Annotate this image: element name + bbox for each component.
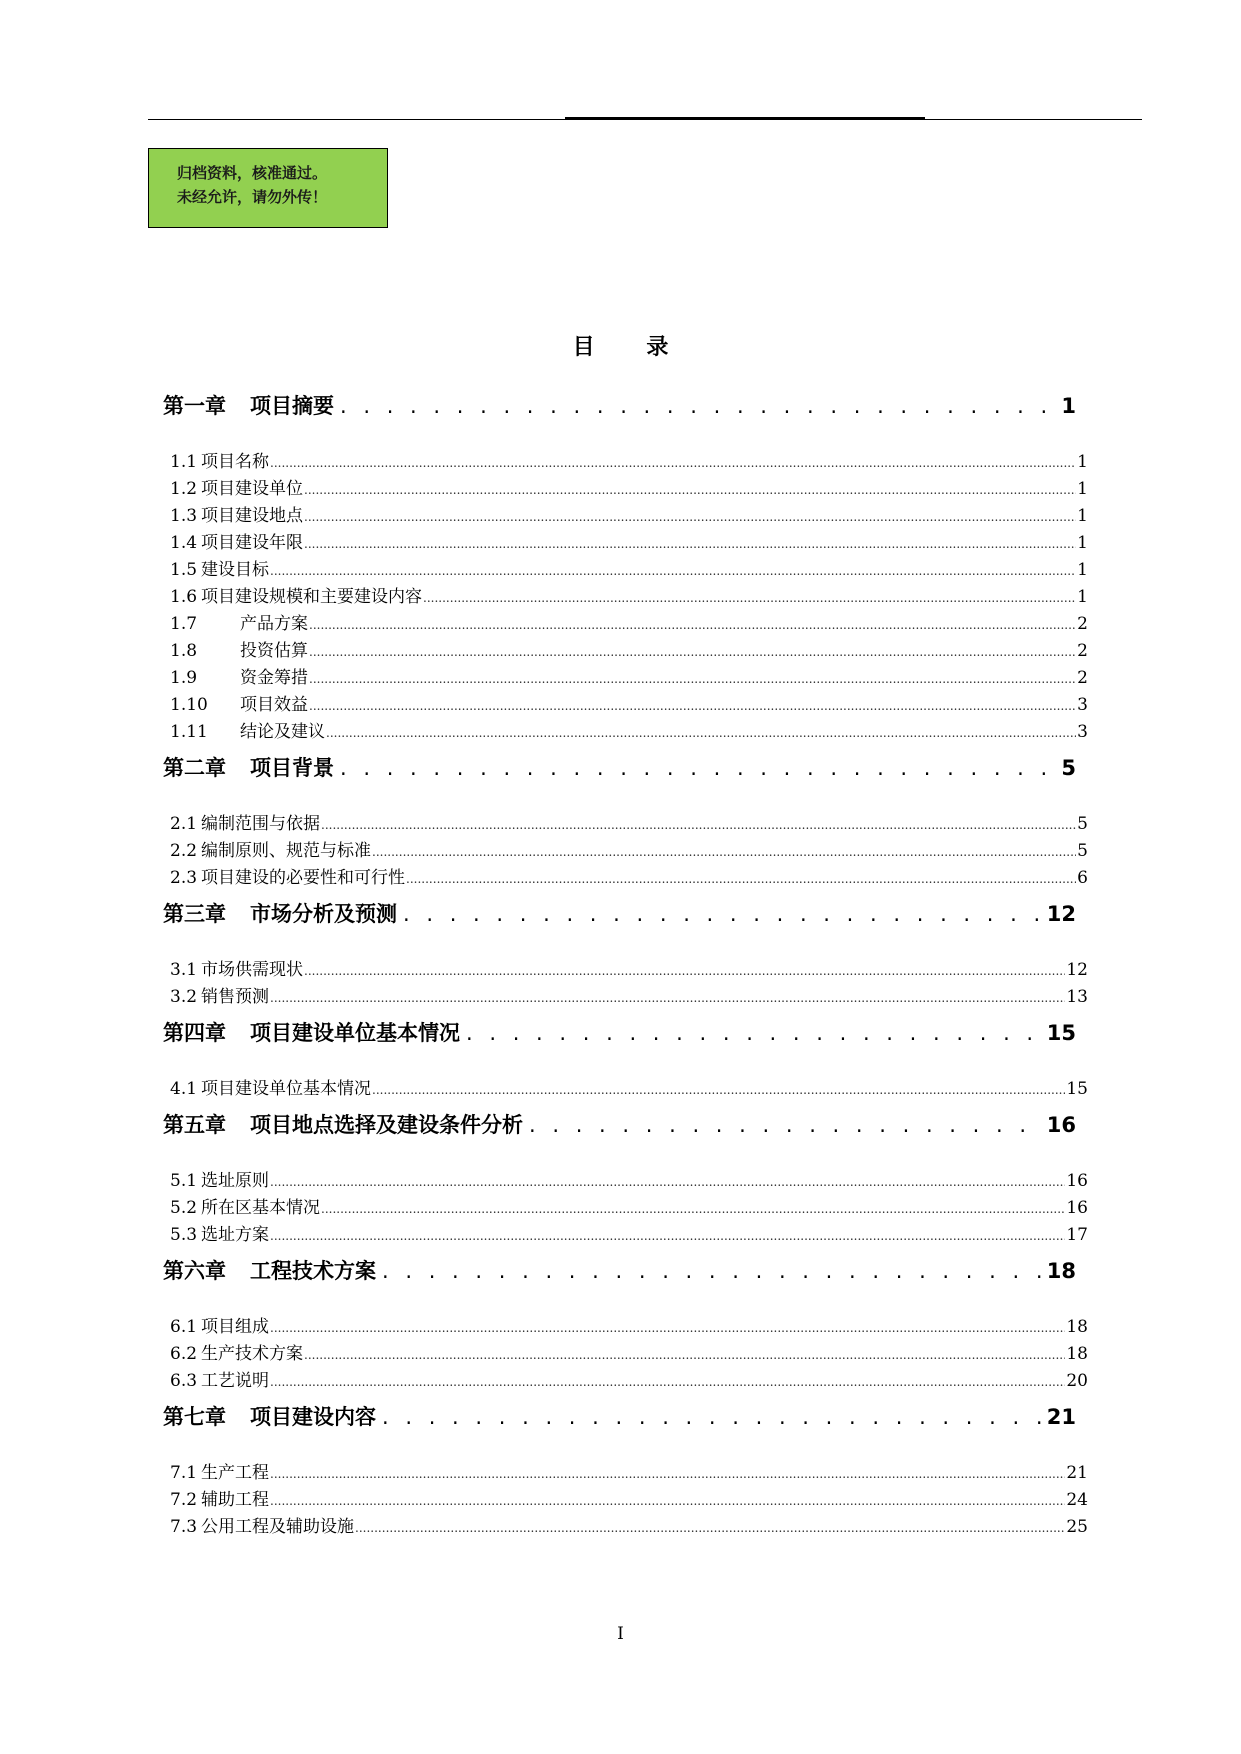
- section-title: 选址原则: [201, 1171, 270, 1191]
- section-title: 建设目标: [201, 560, 270, 580]
- toc-section-list: [163, 1074, 1088, 1101]
- notice-line-2: 未经允许，请勿外传！: [177, 188, 328, 206]
- toc-section-entry[interactable]: [163, 474, 1088, 501]
- toc-section-entry[interactable]: [163, 1512, 1088, 1539]
- table-of-contents: [163, 390, 1088, 1547]
- section-title: 项目效益: [240, 695, 308, 715]
- section-title: 辅助工程: [201, 1490, 270, 1510]
- toc-section-entry[interactable]: [163, 809, 1088, 836]
- toc-chapter-entry[interactable]: [163, 1017, 1076, 1057]
- dot-leader: [340, 394, 1055, 418]
- dot-leader: [309, 672, 1076, 686]
- chapter-number: 第二章: [163, 756, 226, 780]
- chapter-title: 项目建设内容: [250, 1405, 376, 1429]
- dot-leader: [270, 991, 1065, 1005]
- chapter-number: 第六章: [163, 1259, 226, 1283]
- header-rule-left: [148, 119, 568, 120]
- section-page: 2: [1077, 668, 1088, 688]
- dot-leader: [270, 456, 1076, 470]
- section-number: 5.1: [170, 1171, 198, 1191]
- section-number: 5.2: [170, 1198, 198, 1218]
- chapter-number: 第三章: [163, 902, 226, 926]
- section-title: 选址方案: [201, 1225, 270, 1245]
- section-page: 5: [1077, 814, 1088, 834]
- section-number: 6.3: [170, 1371, 198, 1391]
- section-number: 1.6: [170, 587, 198, 607]
- page-number: I: [617, 1624, 624, 1644]
- dot-leader: [309, 699, 1076, 713]
- dot-leader: [309, 618, 1076, 632]
- section-title: 资金筹措: [240, 668, 308, 688]
- section-page: 2: [1077, 614, 1088, 634]
- section-number: 2.1: [170, 814, 198, 834]
- dot-leader: [321, 1202, 1065, 1216]
- section-number: 1.10: [170, 695, 208, 715]
- section-page: 17: [1066, 1225, 1088, 1245]
- dot-leader: [304, 1348, 1065, 1362]
- chapter-title: 项目背景: [250, 756, 334, 780]
- section-page: 1: [1077, 587, 1088, 607]
- toc-section-list: [163, 1312, 1088, 1393]
- toc-section-entry[interactable]: [163, 1366, 1088, 1393]
- dot-leader: [270, 1175, 1065, 1189]
- toc-chapter-entry[interactable]: [163, 1109, 1076, 1149]
- section-page: 25: [1066, 1517, 1088, 1537]
- chapter-page: 16: [1046, 1113, 1076, 1137]
- dot-leader: [270, 564, 1076, 578]
- toc-section-entry[interactable]: [163, 1166, 1088, 1193]
- toc-section-entry[interactable]: [163, 582, 1088, 609]
- toc-section-entry[interactable]: [163, 955, 1088, 982]
- chapter-title: 项目地点选择及建设条件分析: [250, 1113, 523, 1137]
- section-page: 3: [1077, 722, 1088, 742]
- toc-section-entry[interactable]: [163, 1485, 1088, 1512]
- dot-leader: [270, 1467, 1065, 1481]
- section-title: 项目名称: [201, 452, 270, 472]
- section-number: 2.2: [170, 841, 198, 861]
- section-title: 编制原则、规范与标准: [201, 841, 372, 861]
- dot-leader: [304, 510, 1076, 524]
- toc-section-entry[interactable]: [163, 1312, 1088, 1339]
- section-page: 1: [1077, 560, 1088, 580]
- dot-leader: [423, 591, 1076, 605]
- dot-leader: [372, 845, 1076, 859]
- toc-title: 目 录: [572, 335, 691, 360]
- section-title: 项目建设规模和主要建设内容: [201, 587, 423, 607]
- dot-leader: [403, 902, 1041, 926]
- toc-section-entry[interactable]: [163, 690, 1088, 717]
- toc-chapter-entry[interactable]: [163, 1255, 1076, 1295]
- section-number: 1.2: [170, 479, 198, 499]
- section-number: 1.3: [170, 506, 198, 526]
- dot-leader: [304, 537, 1076, 551]
- section-title: 项目建设单位基本情况: [201, 1079, 372, 1099]
- toc-section-entry[interactable]: [163, 1074, 1088, 1101]
- chapter-page: 21: [1046, 1405, 1076, 1429]
- dot-leader: [270, 1375, 1065, 1389]
- header-rule-right: [920, 119, 1142, 120]
- section-title: 项目建设地点: [201, 506, 304, 526]
- dot-leader: [270, 1229, 1065, 1243]
- dot-leader: [529, 1113, 1041, 1137]
- section-number: 7.2: [170, 1490, 198, 1510]
- toc-section-entry[interactable]: [163, 863, 1088, 890]
- section-page: 16: [1066, 1171, 1088, 1191]
- section-number: 7.1: [170, 1463, 198, 1483]
- section-title: 项目建设单位: [201, 479, 304, 499]
- section-number: 4.1: [170, 1079, 198, 1099]
- chapter-number: 第四章: [163, 1021, 226, 1045]
- toc-section-entry[interactable]: [163, 636, 1088, 663]
- toc-chapter-entry[interactable]: [163, 390, 1076, 430]
- section-page: 16: [1066, 1198, 1088, 1218]
- section-page: 21: [1066, 1463, 1088, 1483]
- section-number: 5.3: [170, 1225, 198, 1245]
- dot-leader: [466, 1021, 1041, 1045]
- section-number: 1.11: [170, 722, 208, 742]
- dot-leader: [372, 1083, 1065, 1097]
- section-number: 1.5: [170, 560, 198, 580]
- section-title: 生产工程: [201, 1463, 270, 1483]
- toc-section-entry[interactable]: [163, 836, 1088, 863]
- chapter-number: 第七章: [163, 1405, 226, 1429]
- section-number: 3.2: [170, 987, 198, 1007]
- section-title: 公用工程及辅助设施: [201, 1517, 355, 1537]
- section-title: 工艺说明: [201, 1371, 270, 1391]
- toc-chapter-entry[interactable]: [163, 752, 1076, 792]
- section-page: 5: [1077, 841, 1088, 861]
- section-number: 1.7: [170, 614, 198, 634]
- toc-section-list: [163, 955, 1088, 1009]
- section-page: 13: [1066, 987, 1088, 1007]
- chapter-title: 工程技术方案: [250, 1259, 376, 1283]
- toc-section-list: [163, 1166, 1088, 1247]
- dot-leader: [304, 483, 1076, 497]
- toc-section-entry[interactable]: [163, 1458, 1088, 1485]
- dot-leader: [321, 818, 1076, 832]
- section-title: 项目建设的必要性和可行性: [201, 868, 406, 888]
- section-page: 24: [1066, 1490, 1088, 1510]
- section-page: 18: [1066, 1317, 1088, 1337]
- section-page: 20: [1066, 1371, 1088, 1391]
- section-page: 1: [1077, 452, 1088, 472]
- section-number: 1.9: [170, 668, 198, 688]
- toc-section-entry[interactable]: [163, 663, 1088, 690]
- section-number: 6.1: [170, 1317, 198, 1337]
- section-title: 项目组成: [201, 1317, 270, 1337]
- toc-section-entry[interactable]: [163, 447, 1088, 474]
- section-title: 市场供需现状: [201, 960, 304, 980]
- toc-section-list: [163, 447, 1088, 744]
- toc-chapter-entry[interactable]: [163, 1401, 1076, 1441]
- archive-notice-box: [148, 148, 388, 228]
- toc-section-entry[interactable]: [163, 982, 1088, 1009]
- section-page: 2: [1077, 641, 1088, 661]
- dot-leader: [270, 1494, 1065, 1508]
- dot-leader: [270, 1321, 1065, 1335]
- section-title: 生产技术方案: [201, 1344, 304, 1364]
- chapter-title: 市场分析及预测: [250, 902, 397, 926]
- toc-chapter-entry[interactable]: [163, 898, 1076, 938]
- section-number: 1.8: [170, 641, 198, 661]
- chapter-page: 18: [1046, 1259, 1076, 1283]
- chapter-page: 1: [1061, 394, 1076, 418]
- section-title: 投资估算: [240, 641, 308, 661]
- section-number: 6.2: [170, 1344, 198, 1364]
- section-page: 1: [1077, 479, 1088, 499]
- chapter-title: 项目摘要: [250, 394, 334, 418]
- dot-leader: [355, 1521, 1065, 1535]
- section-title: 所在区基本情况: [201, 1198, 321, 1218]
- section-number: 7.3: [170, 1517, 198, 1537]
- section-number: 3.1: [170, 960, 198, 980]
- dot-leader: [382, 1259, 1041, 1283]
- dot-leader: [340, 756, 1055, 780]
- chapter-number: 第一章: [163, 394, 226, 418]
- section-title: 项目建设年限: [201, 533, 304, 553]
- section-page: 12: [1066, 960, 1088, 980]
- section-title: 产品方案: [240, 614, 308, 634]
- toc-section-entry[interactable]: [163, 609, 1088, 636]
- section-page: 18: [1066, 1344, 1088, 1364]
- section-title: 结论及建议: [240, 722, 325, 742]
- header-rule-middle: [565, 117, 925, 120]
- chapter-title: 项目建设单位基本情况: [250, 1021, 460, 1045]
- section-page: 6: [1077, 868, 1088, 888]
- section-number: 1.1: [170, 452, 198, 472]
- toc-section-list: [163, 809, 1088, 890]
- toc-section-entry[interactable]: [163, 555, 1088, 582]
- dot-leader: [382, 1405, 1041, 1429]
- section-page: 1: [1077, 533, 1088, 553]
- toc-section-list: [163, 1458, 1088, 1539]
- chapter-number: 第五章: [163, 1113, 226, 1137]
- notice-line-1: 归档资料，核准通过。: [177, 164, 328, 182]
- section-page: 15: [1066, 1079, 1088, 1099]
- section-title: 编制范围与依据: [201, 814, 321, 834]
- section-number: 1.4: [170, 533, 198, 553]
- toc-section-entry[interactable]: [163, 1339, 1088, 1366]
- chapter-page: 12: [1046, 902, 1076, 926]
- section-page: 3: [1077, 695, 1088, 715]
- toc-section-entry[interactable]: [163, 1193, 1088, 1220]
- dot-leader: [406, 872, 1076, 886]
- toc-section-entry[interactable]: [163, 528, 1088, 555]
- chapter-page: 15: [1046, 1021, 1076, 1045]
- toc-section-entry[interactable]: [163, 1220, 1088, 1247]
- dot-leader: [326, 726, 1076, 740]
- section-number: 2.3: [170, 868, 198, 888]
- dot-leader: [309, 645, 1076, 659]
- dot-leader: [304, 964, 1065, 978]
- section-title: 销售预测: [201, 987, 270, 1007]
- section-page: 1: [1077, 506, 1088, 526]
- chapter-page: 5: [1061, 756, 1076, 780]
- toc-section-entry[interactable]: [163, 501, 1088, 528]
- toc-section-entry[interactable]: [163, 717, 1088, 744]
